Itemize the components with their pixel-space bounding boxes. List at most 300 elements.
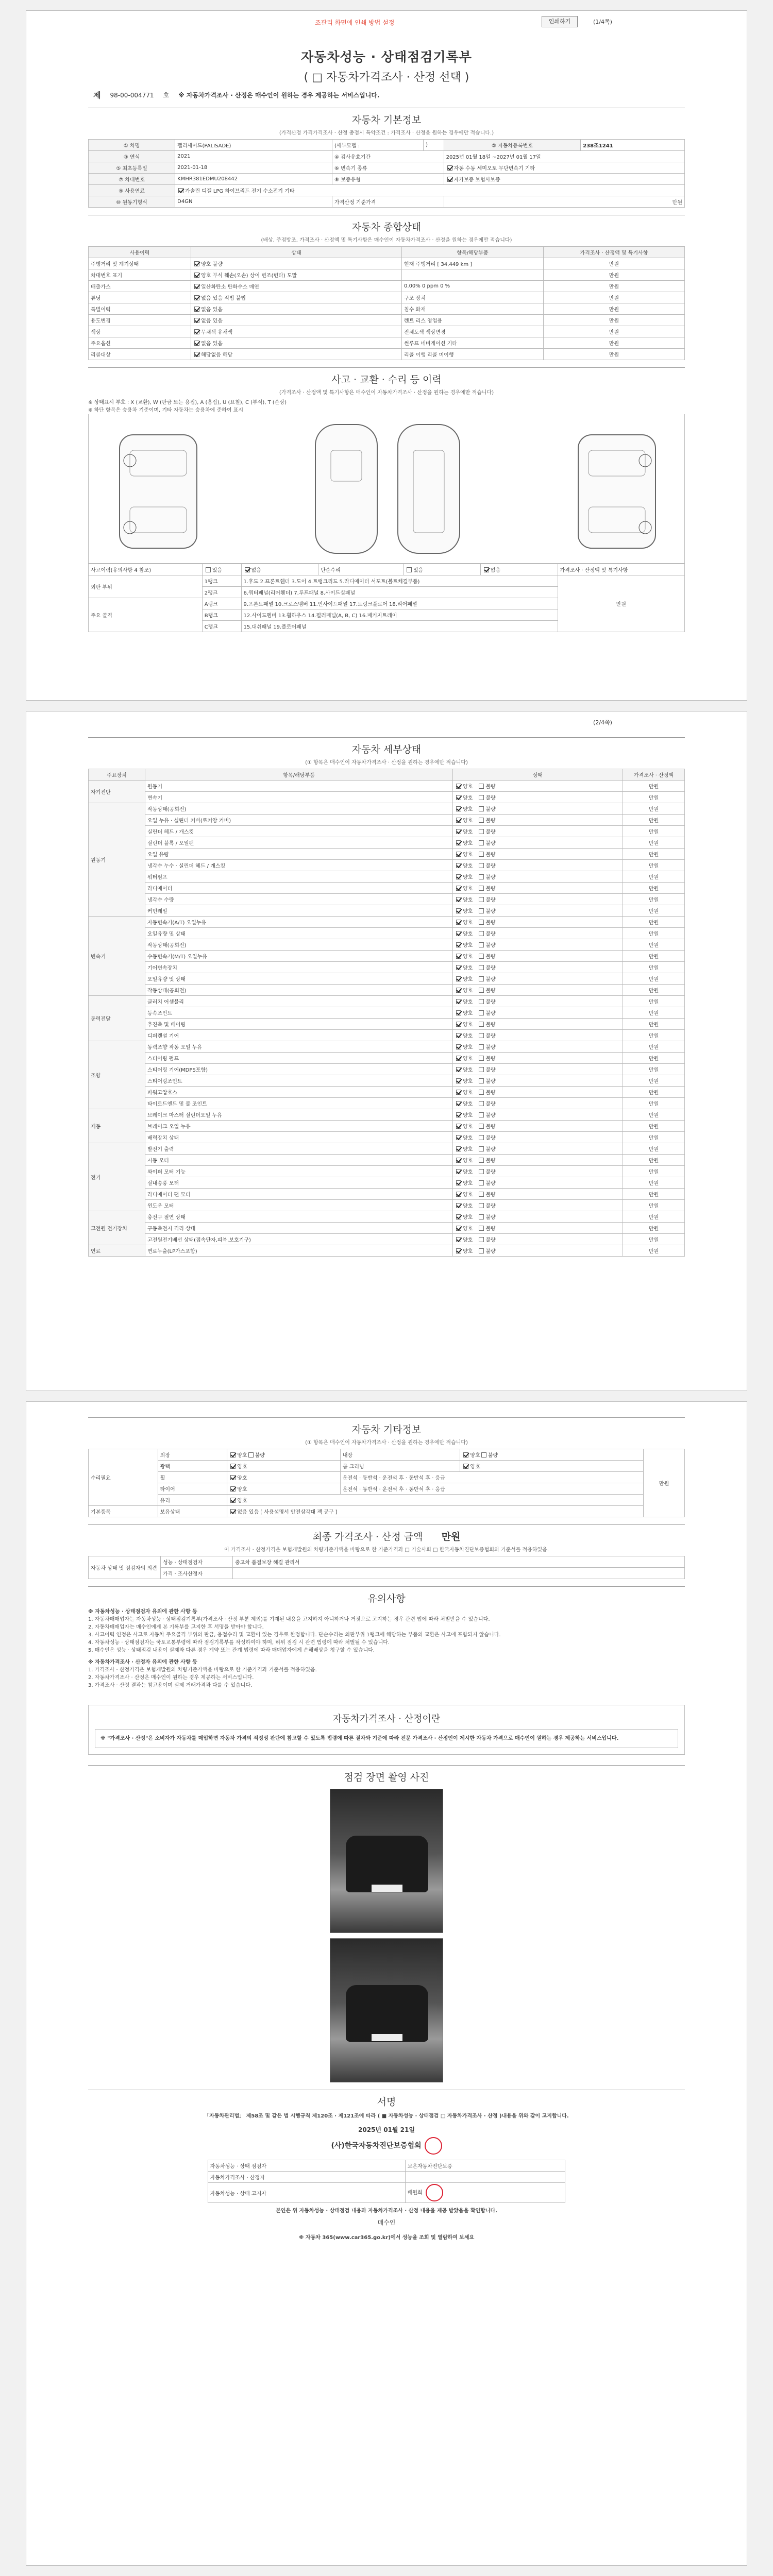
row-state[interactable]: [191, 269, 402, 281]
row-state[interactable]: [453, 894, 623, 905]
row-item: 배력장치 상태: [145, 1132, 453, 1143]
checkbox[interactable]: [456, 829, 461, 834]
row-state[interactable]: [453, 917, 623, 928]
row-item: 타이어: [158, 1483, 227, 1495]
column-header: 주요장치: [89, 769, 145, 781]
checkbox[interactable]: [456, 1180, 461, 1185]
table-row: [89, 1121, 685, 1132]
warning-lines-1: [88, 1616, 685, 1654]
checkbox[interactable]: [456, 1101, 461, 1106]
checkbox[interactable]: [456, 1033, 461, 1038]
state-text: 불량: [485, 852, 496, 858]
table-row: [89, 326, 685, 337]
checkbox[interactable]: [456, 1214, 461, 1219]
table-row: [89, 860, 685, 871]
checkbox[interactable]: [230, 1498, 236, 1503]
transmission-options[interactable]: [444, 162, 684, 174]
receiver-text: 본인은 위 자동차성능 · 상태점검 내용과 자동차가격조사 · 산정 내용을 제공 받았음을 확인합니다.: [276, 2208, 497, 2214]
checkbox[interactable]: [479, 1158, 484, 1163]
row-state[interactable]: [191, 303, 402, 315]
state-text: 양호: [463, 1113, 473, 1118]
row-item: 구동축전지 격리 상태: [145, 1223, 453, 1234]
group-label: 기본품목: [89, 1506, 158, 1517]
row-state[interactable]: [227, 1472, 341, 1483]
row-item: 운전석 · 동반석 · 운전석 후 · 동반석 후 · 응급: [340, 1472, 643, 1483]
basic-info-heading: 자동차 기본정보: [88, 108, 685, 126]
row-state[interactable]: [453, 985, 623, 996]
table-row: [89, 1166, 685, 1177]
checkbox[interactable]: [230, 1464, 236, 1469]
checkbox[interactable]: [479, 852, 484, 857]
row-state[interactable]: [453, 1223, 623, 1234]
row-state[interactable]: [453, 1200, 623, 1211]
checkbox[interactable]: [479, 863, 484, 868]
row-state[interactable]: [453, 973, 623, 985]
row-state[interactable]: [453, 1121, 623, 1132]
row-state[interactable]: [453, 1019, 623, 1030]
checkbox[interactable]: [456, 999, 461, 1004]
row-detail: 리콜 이행 리콜 미이행: [402, 349, 544, 360]
state-text: 양호: [463, 852, 473, 858]
row-state[interactable]: [460, 1461, 643, 1472]
checkbox[interactable]: [456, 795, 461, 800]
checkbox[interactable]: [479, 908, 484, 913]
checkbox[interactable]: [456, 1090, 461, 1095]
row-state[interactable]: [453, 1234, 623, 1245]
checkbox[interactable]: [248, 1452, 254, 1458]
repair-yes[interactable]: [403, 564, 480, 575]
checkbox[interactable]: [479, 1112, 484, 1117]
warning-heading: 유의사항: [88, 1586, 685, 1605]
row-state[interactable]: [453, 1007, 623, 1019]
checkbox[interactable]: [456, 1078, 461, 1083]
checkbox[interactable]: [245, 567, 250, 572]
table-row: [89, 883, 685, 894]
state-text: 불량: [485, 897, 496, 903]
guide-text: ※ "가격조사 · 산정"은 소비자가 자동차를 매입하면 자동차 가격의 적정성 판단에 참고할 수 있도록 법령에 따른 절차와 기준에 따라 전문 가격조사 · 산정인이 제시한 자동차 가격으로 매수인이 원하는 경우 제공하는 서비스입니다.: [95, 1729, 678, 1748]
checkbox[interactable]: [479, 920, 484, 925]
checkbox[interactable]: [456, 942, 461, 947]
table-row: [89, 303, 685, 315]
row-state[interactable]: [453, 860, 623, 871]
main-label: 주요 골격: [89, 598, 203, 632]
row-state[interactable]: [453, 815, 623, 826]
checkbox[interactable]: [230, 1452, 236, 1458]
state-text: 불량: [485, 1238, 496, 1243]
buyer-label: 매수인: [377, 2219, 396, 2226]
state-text: 양호: [470, 1464, 480, 1470]
guide-heading: 자동차가격조사 · 산정이란: [332, 1714, 441, 1724]
row-state[interactable]: [453, 962, 623, 973]
checkbox[interactable]: [479, 1010, 484, 1015]
checkbox[interactable]: [456, 920, 461, 925]
table-row: [89, 1245, 685, 1257]
row-state[interactable]: [453, 1143, 623, 1155]
checkbox[interactable]: [479, 1124, 484, 1129]
row-state[interactable]: [227, 1506, 644, 1517]
state-text: 무채색 유채색: [201, 330, 233, 335]
checkbox[interactable]: [479, 1180, 484, 1185]
checkbox[interactable]: [456, 1044, 461, 1049]
row-item: 원동기: [145, 781, 453, 792]
checkbox[interactable]: [456, 1248, 461, 1253]
checkbox[interactable]: [479, 1067, 484, 1072]
cell-label: ⑩ 원동기형식: [89, 196, 175, 208]
row-state[interactable]: [227, 1495, 644, 1506]
checkbox[interactable]: [194, 318, 199, 323]
checkbox[interactable]: [479, 874, 484, 879]
accident-history-no[interactable]: [241, 564, 318, 575]
checkbox[interactable]: [194, 284, 199, 289]
checkbox[interactable]: [456, 1067, 461, 1072]
table-header-row: [89, 247, 685, 258]
state-text: 양호: [470, 1453, 480, 1459]
row-state[interactable]: [453, 1109, 623, 1121]
row-amount: 만원: [623, 1166, 685, 1177]
checkbox[interactable]: [456, 1135, 461, 1140]
row-amount: 만원: [623, 1200, 685, 1211]
row-state[interactable]: [453, 792, 623, 803]
checkbox[interactable]: [481, 1452, 486, 1458]
row-state[interactable]: [453, 1087, 623, 1098]
row-state[interactable]: [453, 781, 623, 792]
checkbox[interactable]: [456, 954, 461, 959]
checkbox[interactable]: [456, 908, 461, 913]
state-text: 없음 있음 [ 사용설명서 안전삼각대 잭 공구 ]: [237, 1510, 338, 1515]
row-amount: 만원: [543, 315, 684, 326]
row-item: 라디에이터: [145, 883, 453, 894]
state-text: 양호: [463, 841, 473, 846]
table-row: [89, 174, 685, 185]
warning-line: 2. 자동차가격조사 · 산정은 매수인이 원하는 경우 제공하는 서비스입니다.: [88, 1675, 254, 1681]
checkbox[interactable]: [456, 976, 461, 981]
checkbox[interactable]: [463, 1452, 468, 1458]
checkbox[interactable]: [479, 829, 484, 834]
cell-value: 238조1241: [581, 140, 685, 151]
row-state[interactable]: [453, 1132, 623, 1143]
row-state[interactable]: [453, 1053, 623, 1064]
checkbox[interactable]: [479, 1101, 484, 1106]
row-item: 충전구 절연 상태: [145, 1211, 453, 1223]
row-state[interactable]: [453, 1155, 623, 1166]
other-note: (① 항목은 매수인이 자동차가격조사 · 산정을 원하는 경우에만 적습니다): [305, 1440, 468, 1446]
checkbox[interactable]: [456, 1169, 461, 1174]
row-state[interactable]: [453, 1064, 623, 1075]
checkbox[interactable]: [479, 999, 484, 1004]
checkbox[interactable]: [479, 1090, 484, 1095]
checkbox[interactable]: [463, 1464, 468, 1469]
state-text: 불량: [485, 1215, 496, 1221]
page-2: [26, 711, 747, 1391]
checkbox[interactable]: [479, 1056, 484, 1061]
row-state[interactable]: [191, 281, 402, 292]
row-state[interactable]: [191, 315, 402, 326]
row-state[interactable]: [227, 1449, 341, 1461]
row-state[interactable]: [227, 1483, 341, 1495]
checkbox[interactable]: [447, 165, 452, 171]
checkbox[interactable]: [456, 897, 461, 902]
option-text: 있음: [212, 568, 223, 573]
row-state[interactable]: [453, 1030, 623, 1041]
checkbox[interactable]: [456, 840, 461, 845]
checkbox[interactable]: [456, 1022, 461, 1027]
checkbox[interactable]: [479, 1248, 484, 1253]
row-value: 보은자동차진단보증: [405, 2160, 565, 2172]
row-state[interactable]: [453, 803, 623, 815]
checkbox[interactable]: [456, 1226, 461, 1231]
checkbox[interactable]: [479, 1192, 484, 1197]
row-amount: 만원: [623, 996, 685, 1007]
table-row: [89, 315, 685, 326]
row-state[interactable]: [453, 1075, 623, 1087]
checkbox[interactable]: [456, 806, 461, 811]
checkbox[interactable]: [456, 1056, 461, 1061]
table-row: [89, 826, 685, 837]
checkbox[interactable]: [456, 1124, 461, 1129]
row-state[interactable]: [191, 292, 402, 303]
warning-line: 5. 매수인은 성능 · 상태점검 내용이 실제와 다른 경우 계약 또는 관계 법령에 따라 매매업자에게 손해배상을 청구할 수 있습니다.: [88, 1648, 375, 1653]
checkbox[interactable]: [456, 1192, 461, 1197]
checkbox[interactable]: [206, 567, 211, 572]
row-state[interactable]: [227, 1461, 341, 1472]
row-state[interactable]: [453, 1189, 623, 1200]
table-row: [208, 2172, 565, 2183]
state-text: 불량: [485, 1181, 496, 1187]
table-row: [89, 151, 685, 162]
table-row: [89, 917, 685, 928]
row-state[interactable]: [453, 939, 623, 951]
table-row: [89, 803, 685, 815]
checkbox[interactable]: [479, 1169, 484, 1174]
checkbox[interactable]: [479, 1237, 484, 1242]
group-label: 자기진단: [89, 781, 145, 803]
state-text: 불량: [485, 1136, 496, 1141]
checkbox[interactable]: [479, 806, 484, 811]
checkbox[interactable]: [479, 1226, 484, 1231]
checkbox[interactable]: [456, 988, 461, 993]
table-row: [89, 1556, 685, 1568]
checkbox[interactable]: [479, 1135, 484, 1140]
accident-history-yes[interactable]: [202, 564, 241, 575]
table-row: [89, 1098, 685, 1109]
state-text: 양호: [463, 1022, 473, 1028]
print-setting-note[interactable]: 조관리 화면에 인쇄 방법 설정: [315, 19, 395, 26]
row-state[interactable]: [453, 826, 623, 837]
table-row: [89, 281, 685, 292]
row-state[interactable]: [453, 928, 623, 939]
state-text: 불량: [485, 1226, 496, 1232]
state-text: 불량: [485, 1022, 496, 1028]
row-state[interactable]: [191, 326, 402, 337]
checkbox[interactable]: [194, 307, 199, 312]
row-state[interactable]: [453, 1166, 623, 1177]
table-row: [89, 1177, 685, 1189]
checkbox[interactable]: [456, 965, 461, 970]
checkbox[interactable]: [479, 965, 484, 970]
row-amount: 만원: [623, 985, 685, 996]
seal-icon: [425, 2137, 442, 2155]
cell-label: (세부모델 :: [332, 140, 423, 151]
table-row: [89, 781, 685, 792]
accident-heading: 사고 · 교환 · 수리 등 이력: [88, 367, 685, 386]
row-item: 워터펌프: [145, 871, 453, 883]
table-row: [89, 292, 685, 303]
company-name: (사)한국자동차진단보증협회: [331, 2142, 422, 2150]
state-text: 양호: [463, 965, 473, 971]
checkbox[interactable]: [194, 273, 199, 278]
checkbox[interactable]: [194, 352, 199, 357]
checkbox[interactable]: [456, 1146, 461, 1151]
checkbox[interactable]: [479, 1044, 484, 1049]
accident-legend: ※ 상태표시 부호 : X (교환), W (판금 또는 용접), A (흠집), U (요철), C (부식), T (손상): [88, 400, 287, 405]
checkbox[interactable]: [456, 1158, 461, 1163]
row-state[interactable]: [191, 337, 402, 349]
row-item: 실린더 헤드 / 개스킷: [145, 826, 453, 837]
checkbox[interactable]: [230, 1475, 236, 1480]
checkbox[interactable]: [479, 1078, 484, 1083]
group-label: 연료: [89, 1245, 145, 1257]
warning-section: [88, 1586, 685, 1689]
cell-value: 2021: [175, 151, 332, 162]
other-section: [88, 1417, 685, 1517]
cell-label: ⑥ 변속기 종류: [332, 162, 444, 174]
checkbox[interactable]: [456, 874, 461, 879]
checkbox[interactable]: [479, 942, 484, 947]
row-state[interactable]: [453, 996, 623, 1007]
row-value: [233, 1568, 685, 1579]
checkbox[interactable]: [456, 863, 461, 868]
row-state[interactable]: [453, 1245, 623, 1257]
checkbox[interactable]: [479, 1146, 484, 1151]
row-state[interactable]: [453, 837, 623, 849]
warranty-options[interactable]: [444, 174, 684, 185]
checkbox[interactable]: [479, 784, 484, 789]
checkbox[interactable]: [479, 840, 484, 845]
checkbox[interactable]: [479, 931, 484, 936]
checkbox[interactable]: [484, 567, 489, 572]
row-state[interactable]: [453, 849, 623, 860]
row-state[interactable]: [460, 1449, 643, 1461]
checkbox[interactable]: [479, 954, 484, 959]
row-amount: 만원: [623, 781, 685, 792]
row-state[interactable]: [453, 883, 623, 894]
cell-label: 가격산정 기준가격: [332, 196, 444, 208]
row-state[interactable]: [191, 349, 402, 360]
row-detail: 썬루프 네비게이션 기타: [402, 337, 544, 349]
table-row: [89, 1007, 685, 1019]
checkbox[interactable]: [456, 1112, 461, 1117]
checkbox[interactable]: [479, 976, 484, 981]
warning-line: 1. 가격조사 · 산정가격은 보험개발원의 차량기준가액을 바탕으로 한 기준가격과 기준서를 적용하였음.: [88, 1667, 317, 1673]
row-detail: 구조 장치: [402, 292, 544, 303]
checkbox[interactable]: [447, 177, 452, 182]
checkbox[interactable]: [479, 1214, 484, 1219]
state-text: 불량: [485, 1079, 496, 1084]
repair-no[interactable]: [480, 564, 558, 575]
row-state[interactable]: [453, 1211, 623, 1223]
row-amount: 만원: [543, 281, 684, 292]
row-amount: 만원: [623, 1087, 685, 1098]
table-row: [89, 1132, 685, 1143]
table-row: [89, 1211, 685, 1223]
checkbox[interactable]: [230, 1486, 236, 1492]
row-amount: 만원: [623, 1143, 685, 1155]
checkbox[interactable]: [479, 897, 484, 902]
checkbox[interactable]: [456, 784, 461, 789]
checkbox[interactable]: [230, 1509, 236, 1514]
cell-label: ② 자동차등록번호: [444, 140, 581, 151]
row-state[interactable]: [453, 1098, 623, 1109]
row-amount: 만원: [623, 1030, 685, 1041]
state-text: 양호: [463, 1056, 473, 1062]
state-text: 불량: [485, 943, 496, 948]
checkbox[interactable]: [479, 988, 484, 993]
cell-value: 가솔린 디젤 LPG 하이브리드 전기 수소전기 기타: [185, 189, 295, 194]
table-row: [89, 1449, 685, 1461]
state-text: 양호: [463, 1033, 473, 1039]
checkbox[interactable]: [178, 188, 183, 193]
state-text: 불량: [485, 1204, 496, 1209]
row-state[interactable]: [453, 1177, 623, 1189]
checkbox[interactable]: [479, 886, 484, 891]
row-state[interactable]: [453, 951, 623, 962]
warning-line: 3. 가격조사 · 산정 결과는 참고용이며 실제 거래가격과 다를 수 있습니다.: [88, 1683, 253, 1688]
checkbox[interactable]: [479, 795, 484, 800]
row-item: 브레이크 마스터 실린더오일 누유: [145, 1109, 453, 1121]
row-state[interactable]: [453, 1041, 623, 1053]
other-table: [88, 1449, 685, 1517]
table-row: [89, 269, 685, 281]
state-text: 양호: [463, 863, 473, 869]
table-row: [89, 951, 685, 962]
row-amount: 만원: [623, 1019, 685, 1030]
checkbox[interactable]: [479, 1033, 484, 1038]
cell-label: ⑤ 최초등록일: [89, 162, 175, 174]
checkbox[interactable]: [456, 1237, 461, 1242]
row-state[interactable]: [453, 871, 623, 883]
row-state[interactable]: [191, 258, 402, 269]
row-amount: 만원: [623, 1041, 685, 1053]
rank-items: 12.사이드멤버 13.휠하우스 14.필러패널(A, B, C) 16.패키지트레이: [241, 609, 558, 621]
checkbox[interactable]: [456, 886, 461, 891]
print-button[interactable]: 인쇄하기: [542, 16, 578, 27]
row-state[interactable]: [453, 905, 623, 917]
row-item: 시동 모터: [145, 1155, 453, 1166]
column-header: 가격조사 · 산정액: [623, 769, 685, 781]
final-heading-text: 최종 가격조사 · 산정 금액: [312, 1531, 423, 1543]
checkbox[interactable]: [194, 329, 199, 334]
checkbox[interactable]: [194, 261, 199, 266]
checkbox[interactable]: [194, 341, 199, 346]
checkbox[interactable]: [456, 1203, 461, 1208]
state-text: 양호: [463, 1136, 473, 1141]
checkbox[interactable]: [407, 567, 412, 572]
checkbox[interactable]: [479, 818, 484, 823]
row-item: 용도변경: [89, 315, 191, 326]
checkbox[interactable]: [456, 931, 461, 936]
checkbox[interactable]: [194, 295, 199, 300]
row-detail: [402, 269, 544, 281]
checkbox[interactable]: [456, 852, 461, 857]
state-text: 양호: [463, 875, 473, 880]
checkbox[interactable]: [479, 1022, 484, 1027]
checkbox[interactable]: [479, 1203, 484, 1208]
state-text: 불량: [485, 1113, 496, 1118]
checkbox[interactable]: [456, 1010, 461, 1015]
fuel-options[interactable]: [175, 185, 685, 196]
checkbox[interactable]: [456, 818, 461, 823]
status-table: [88, 246, 685, 360]
